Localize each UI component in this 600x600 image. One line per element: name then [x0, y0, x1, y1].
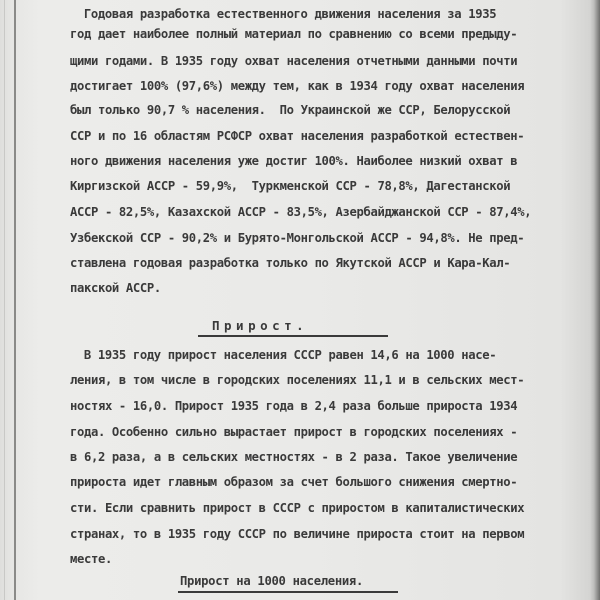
section-heading-growth: Прирост. — [212, 318, 309, 333]
page-edge-line — [4, 0, 5, 600]
text-line: АССР - 82,5%, Казахской АССР - 83,5%, Азербайджанской ССР - 87,4%, — [70, 205, 532, 219]
text-line: месте. — [70, 552, 112, 566]
table-heading: Прирост на 1000 населения. — [180, 574, 363, 588]
text-line: пакской АССР. — [70, 281, 161, 295]
table-heading-underline — [178, 591, 398, 593]
text-line: год дает наиболее полный материал по сравнению со всеми предыду- — [70, 27, 518, 41]
text-line: В 1935 году прирост населения СССР равен 14,6 на 1000 насе- — [42, 348, 497, 362]
text-line: ностях - 16,0. Прирост 1935 года в 2,4 раза больше прироста 1934 — [70, 399, 518, 413]
text-line: Узбекской ССР - 90,2% и Бурято-Монгольской АССР - 94,8%. Не пред- — [70, 231, 525, 245]
text-line: ставлена годовая разработка только по Якутской АССР и Кара-Кал- — [70, 256, 511, 270]
text-line: Киргизской АССР - 59,9%, Туркменской ССР - 78,8%, Дагестанской — [70, 179, 511, 193]
heading-underline — [198, 335, 388, 337]
text-line: достигает 100% (97,6%) между тем, как в 1934 году охват населения — [70, 79, 525, 93]
text-line: сти. Если сравнить прирост в СССР с приростом в капиталистических — [70, 501, 525, 515]
text-line: был только 90,7 % населения. По Украинской же ССР, Белорусской — [70, 103, 511, 117]
text-line: в 6,2 раза, а в сельских местностях - в 2 раза. Такое увеличение — [70, 450, 518, 464]
text-line: странах, то в 1935 году СССР по величине прироста стоит на первом — [70, 527, 525, 541]
text-line: прироста идет главным образом за счет большого снижения смертно- — [70, 475, 518, 489]
text-line: Годовая разработка естественного движения населения за 1935 — [42, 7, 497, 21]
text-line: щими годами. В 1935 году охват населения отчетными данными почти — [70, 54, 518, 68]
text-line: ССР и по 16 областям РСФСР охват населения разработкой естествен- — [70, 129, 525, 143]
text-line: года. Особенно сильно вырастает прирост в городских поселениях - — [70, 425, 518, 439]
binding-margin-line — [14, 0, 16, 600]
text-line: ления, в том числе в городских поселениях 11,1 и в сельских мест- — [70, 373, 525, 387]
text-line: ного движения населения уже достиг 100%. Наиболее низкий охват в — [70, 154, 518, 168]
